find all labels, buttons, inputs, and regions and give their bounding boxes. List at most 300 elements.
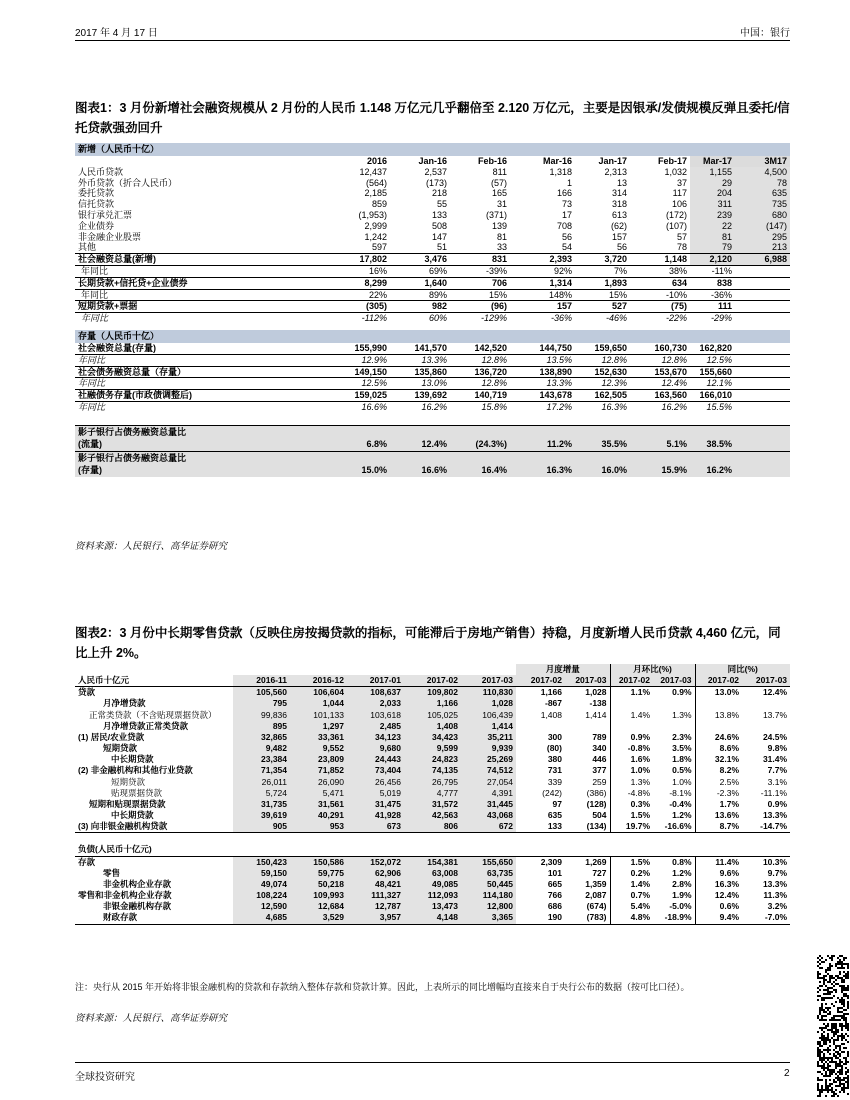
table-cell: 16.3% [575,401,630,412]
figure1-source: 资料来源：人民银行、高华证券研究 [75,541,228,552]
table-cell: 5,724 [233,788,290,799]
table-cell: -22% [630,313,690,324]
empty-cell [250,210,320,221]
empty-cell [250,265,320,277]
table-cell: 89% [390,289,450,301]
table-cell: 5.1% [630,439,690,452]
table-cell: 1,032 [664,166,687,177]
table-cell: 60% [390,313,450,324]
table-cell: 166 [556,188,572,199]
table-cell: 12.5% [690,354,735,366]
row-label: 外币贷款（折合人民币） [78,177,178,188]
table-cell: 31 [496,199,507,210]
table-cell: 16.0% [575,465,630,477]
table-cell: 4,777 [404,788,461,799]
footer-left: 全球投资研究 [75,1072,135,1083]
table-cell: 26,456 [347,777,404,788]
empty-cell [290,844,347,856]
footer-rule [75,1062,790,1063]
table-cell: 43,068 [461,810,516,821]
section-label: 负债(人民币十亿元) [78,844,152,855]
empty-cell [250,390,320,402]
empty-cell [390,451,450,465]
table-cell: 12.8% [450,378,510,390]
table-cell: 12.8% [630,354,690,366]
table-cell: 0.2% [610,868,653,879]
table-cell: -0.8% [610,743,653,754]
table-cell: 1,408 [404,721,461,732]
row-label: 非金融企业股票 [78,231,142,242]
column-header: 2017-03 [461,675,516,687]
empty-cell [250,156,320,167]
row-label: 信托贷款 [78,199,115,210]
group-header-row [75,664,790,675]
table-cell: (783) [565,912,610,924]
table-row [75,343,790,354]
table-cell: 12,437 [359,166,387,177]
table-cell: 141,570 [414,342,447,353]
table-cell: 4.8% [610,912,653,924]
header-rule [75,40,790,41]
empty-cell [742,698,790,709]
table-cell: 13.0% [695,687,742,699]
table-cell: 117 [672,188,687,199]
table-cell: 111 [690,301,735,313]
table-cell: 2,309 [516,856,565,868]
table-cell: 140,719 [450,390,510,402]
table-cell: 19.7% [610,821,653,833]
table-cell: 49,085 [404,879,461,890]
empty-cell [347,664,404,675]
row-label: 中长期贷款 [111,754,154,765]
table-cell: 1.9% [672,890,692,901]
table-cell: 31,445 [461,799,516,810]
empty-cell [735,143,790,156]
table-cell: 51 [436,242,447,253]
empty-cell [695,833,742,845]
table-cell: 41,928 [347,810,404,821]
empty-cell [510,451,575,465]
table-cell: 10.3% [742,856,790,868]
table-cell: 59,150 [233,868,290,879]
empty-cell [290,833,347,845]
table-row [75,199,790,210]
row-label: 年同比 [75,265,250,277]
table-cell: -112% [320,313,390,324]
table-cell: 8.6% [695,743,742,754]
figure2-source: 资料来源：人民银行、高华证券研究 [75,1013,228,1024]
empty-cell [250,330,320,343]
empty-cell [75,156,250,167]
group-header: 月环比(%) [610,664,695,675]
table-cell: (386) [586,787,607,798]
table-row [75,754,790,765]
table-cell: 7% [575,265,630,277]
row-label: 企业债券 [78,220,115,231]
table-cell: -39% [450,265,510,277]
table-cell: 9,552 [290,743,347,754]
table-cell: 2.5% [695,777,742,788]
table-row [75,698,790,709]
empty-cell [690,330,735,343]
table-cell: 13.3% [762,810,788,821]
table-cell: 727 [592,867,607,878]
table-cell: 139,692 [390,390,450,402]
column-header: Mar-17 [690,156,735,167]
table-cell: 162,820 [699,342,732,353]
table-cell: 8.2% [695,765,742,776]
table-cell: 2,033 [347,698,404,709]
table-cell: 5,471 [290,788,347,799]
empty-cell [233,664,290,675]
table-cell: 0.7% [610,890,653,901]
table-cell: 13 [616,177,627,188]
table-cell: 54 [561,242,572,253]
table-cell: 35,211 [461,732,516,743]
table-cell: 9.4% [695,912,742,924]
table-cell: 17 [561,209,572,220]
table-cell: (128) [586,798,607,809]
empty-cell [510,425,575,439]
column-header: Feb-17 [630,156,690,167]
table-cell: 706 [450,277,510,289]
table-cell: 133 [431,209,447,220]
table-row [75,242,790,253]
empty-cell [320,425,390,439]
table-row [75,912,790,924]
table-cell: 38.5% [690,439,735,452]
empty-cell [250,199,320,210]
table-row [75,354,790,366]
table-cell: 109,993 [290,890,347,901]
table-cell: 377 [592,765,607,776]
empty-cell [735,451,790,465]
table-cell: 31,475 [347,799,404,810]
row-label: 短期和贴现票据贷款 [89,798,166,809]
table-cell: -18.9% [653,912,695,924]
column-header: 2017-02 [695,675,742,687]
empty-cell [516,844,565,856]
table-cell: 635 [547,810,562,821]
table-cell: 160,730 [654,342,687,353]
table-row [75,232,790,243]
row-label: 社会融资总量(新增) [75,254,250,266]
table-cell: -4.8% [610,788,653,799]
figure2-title: 图表2：3 月份中长期零售贷款（反映住房按揭贷款的指标，可能滞后于房地产销售）持稳，月度新增人民币贷款 4,460 亿元，同比上升 2%。 [75,626,781,660]
empty-cell [250,465,320,477]
empty-cell [250,439,320,452]
table-cell: 3.2% [767,901,788,912]
table-cell: 680 [735,210,790,221]
row-label: 月净增贷款 [103,698,146,709]
column-header: 2016-12 [290,675,347,687]
group-header: 同比(%) [695,664,790,675]
table-cell: 5.4% [610,901,653,912]
table-cell: 16.4% [450,465,510,477]
table-cell: -29% [690,313,735,324]
table-cell: 22% [320,289,390,301]
table-cell: 15.5% [690,401,735,412]
table-cell: -46% [575,313,630,324]
table-cell: 12.8% [575,354,630,366]
row-label: 财政存款 [75,912,233,924]
table-cell: 33 [496,242,507,253]
row-label: 年同比 [75,354,250,366]
table-cell: 159,025 [320,390,390,402]
empty-cell [742,833,790,845]
table-cell: 23,809 [290,754,347,765]
empty-cell [735,354,790,366]
table-cell: 295 [735,232,790,243]
row-label: 年同比 [75,313,250,324]
table-cell: 163,560 [630,390,690,402]
table-cell: -36% [510,313,575,324]
column-header: Jan-17 [575,156,630,167]
empty-cell [735,343,790,354]
empty-cell [510,143,575,156]
table-cell: 673 [347,821,404,833]
table-cell: (24.3%) [450,439,510,452]
empty-cell [250,289,320,301]
empty-cell [690,143,735,156]
table-cell: -8.1% [669,787,692,798]
table-cell: 300 [547,731,562,742]
empty-cell [742,844,790,856]
table-cell: 11.3% [763,890,788,901]
table-cell: 7.7% [767,765,788,776]
column-header-row [75,675,790,687]
empty-cell [461,664,516,675]
table-cell: 2,313 [604,166,627,177]
column-header: 2017-02 [516,675,565,687]
table-cell: 73 [561,199,572,210]
empty-cell [250,343,320,354]
empty-cell [565,721,610,732]
empty-cell [250,188,320,199]
table-cell: 6.8% [320,439,390,452]
table-cell: 22 [690,221,735,232]
figure1-title: 图表1：3 月份新增社会融资规模从 2 月份的人民币 1.148 万亿元几乎翻倍至 2.120 万亿元，主要是因银承/发债规模反弹且委托/信托贷款强劲回升 [75,101,790,135]
empty-cell [575,330,630,343]
table-cell: 16.2% [630,401,690,412]
column-header: 2017-02 [610,675,653,687]
table-cell: 895 [233,721,290,732]
table-cell: 34,423 [404,732,461,743]
table-cell: 2.8% [672,878,692,889]
table-cell: 26,795 [404,777,461,788]
qr-code-image [817,955,849,1097]
empty-cell [735,425,790,439]
empty-cell [610,698,653,709]
table-cell: 143,678 [510,390,575,402]
social-financing-table [75,143,790,477]
table-cell: 13.3% [762,878,788,889]
table-cell: -36% [690,289,735,301]
table-cell: 2,185 [364,188,387,199]
empty-cell [565,844,610,856]
shadow-row-title [75,425,790,439]
table-cell: 15.9% [630,465,690,477]
row-label: 正常类贷款（不含贴现票据贷款） [89,709,217,720]
empty-cell [735,265,790,277]
table-row [75,777,790,788]
table-cell: 108,637 [347,687,404,699]
table-cell: 159,650 [594,342,627,353]
table-cell: -2.3% [695,788,742,799]
row-label: (流量) [75,439,250,452]
table-row [75,743,790,754]
table-cell: (147) [735,221,790,232]
table-cell: (57) [490,177,507,188]
empty-cell [450,143,510,156]
empty-cell [250,178,320,189]
table-cell: 0.8% [653,856,695,868]
table-cell: 15% [575,289,630,301]
table-cell: 155,650 [461,856,516,868]
row-label: 人民币贷款 [78,166,124,177]
table-cell: 92% [510,265,575,277]
empty-cell [735,378,790,390]
table-cell: 162,505 [575,390,630,402]
table-cell: 340 [592,743,607,754]
table-cell: 150,423 [233,856,290,868]
table-row [75,277,790,289]
table-cell: 1.2% [672,867,692,878]
empty-cell [390,143,450,156]
empty-cell [250,232,320,243]
table-cell: 1,414 [585,709,607,720]
table-row [75,856,790,868]
empty-cell [390,330,450,343]
table-cell: 597 [371,242,387,253]
row-label: 存款 [75,856,233,868]
row-label: (1) 居民/农业贷款 [78,731,145,742]
table-cell: 259 [592,776,607,787]
loan-deposit-table [75,664,790,925]
table-cell: 55 [436,199,447,210]
table-cell: (173) [425,177,447,188]
spacer-row [75,833,790,845]
column-header: 2017-03 [653,675,695,687]
table-row [75,366,790,378]
table-cell: (172) [665,209,687,220]
table-cell: 634 [630,277,690,289]
table-cell: (674) [586,901,607,912]
row-label: 零售和非金机构企业存款 [78,890,172,901]
table-cell: 12.4% [630,378,690,390]
table-cell: 4,391 [461,788,516,799]
table-cell: 15.8% [450,401,510,412]
table-cell: 155,660 [690,366,735,378]
table-cell: -129% [450,313,510,324]
column-header: 2017-01 [347,675,404,687]
table-cell: 190 [516,912,565,924]
table-cell: 204 [690,188,735,199]
table-cell: 16.3% [695,879,742,890]
column-header: Jan-16 [390,156,450,167]
table-cell: -11% [690,265,735,277]
table-cell: 1,242 [364,231,387,242]
table-cell: 504 [592,810,607,821]
table-cell: 16.2% [690,465,735,477]
table-cell: 2,999 [364,220,387,231]
column-header: 2016 [320,156,390,167]
row-label: 短期贷款+票据 [75,301,250,313]
table-cell: (134) [565,821,610,833]
table-cell: 12.1% [690,378,735,390]
table-cell: 31,561 [290,799,347,810]
table-cell: 3,720 [575,254,630,266]
table-cell: (1,953) [358,209,387,220]
table-cell: 16.6% [390,465,450,477]
table-cell: 106,439 [461,710,516,721]
empty-cell [250,254,320,266]
empty-cell [404,844,461,856]
page-number: 2 [784,1068,790,1079]
table-cell: 24,443 [347,754,404,765]
shadow-row-title [75,451,790,465]
empty-cell [695,721,742,732]
table-cell: 1,893 [575,277,630,289]
table-cell: 318 [611,199,627,210]
table-cell: (305) [320,301,390,313]
table-cell: (564) [365,177,387,188]
table-cell: 81 [690,232,735,243]
table-cell: 2,120 [690,254,735,266]
empty-cell [461,844,516,856]
table-cell: 27,054 [461,777,516,788]
table-cell: 1,318 [549,166,572,177]
empty-cell [690,451,735,465]
table-cell: 1.0% [672,776,692,787]
table-cell: 16% [320,265,390,277]
table-cell: 69% [390,265,450,277]
table-cell: 155,990 [354,342,387,353]
table-cell: 31,572 [404,799,461,810]
table-cell: 48,421 [347,879,404,890]
empty-cell [516,833,565,845]
table-row [75,821,790,833]
empty-cell [450,451,510,465]
table-cell: 811 [492,166,507,177]
table-cell: 49,074 [233,879,290,890]
section-label: 存量（人民币十亿） [75,330,250,343]
row-label: 社会债务融资总量（存量） [75,366,250,378]
table-cell: 81 [496,231,507,242]
row-label: 影子银行占债务融资总量比 [75,451,250,465]
table-cell: 665 [547,878,562,889]
empty-cell [653,833,695,845]
table-cell: (242) [542,787,562,798]
table-cell: 42,563 [404,810,461,821]
table-cell: 766 [547,890,562,901]
empty-cell [735,390,790,402]
table-cell: 9.6% [695,868,742,879]
table-cell: 106 [671,199,687,210]
table-cell: 1.1% [610,687,653,699]
table-cell: 74,135 [404,765,461,776]
table-cell: 446 [592,754,607,765]
table-cell: 1.7% [695,799,742,810]
table-cell: 24.6% [695,732,742,743]
table-cell: 613 [611,209,627,220]
table-cell: 13.7% [762,709,788,720]
table-cell: 23,384 [233,754,290,765]
table-cell: 57 [676,231,687,242]
table-cell: -14.7% [742,821,790,833]
table-cell: 24,823 [404,754,461,765]
row-label: 年同比 [75,378,250,390]
